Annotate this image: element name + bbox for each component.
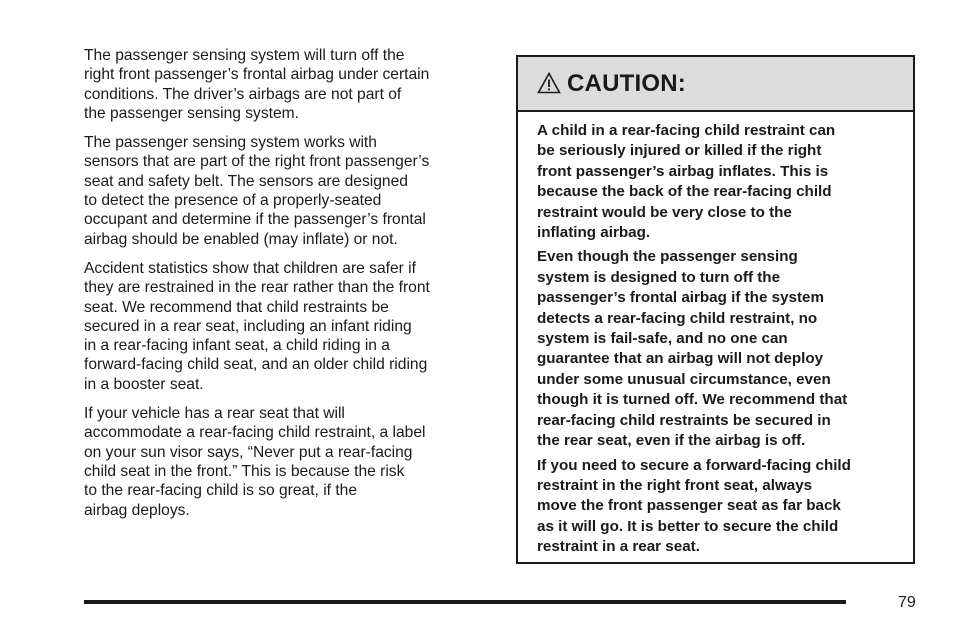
body-paragraph: If your vehicle has a rear seat that will accommodate a rear-facing child restraint, a label on your sun visor says, “Never put a rear-facing child seat in the front.” This is because the risk to the rear-facing child is so great, if the airbag deploys. — [84, 405, 426, 519]
caution-paragraph: Even though the passenger sensing system is designed to turn off the passenger’s frontal airbag if the system detects a rear-facing child restraint, no system is fail-safe, and no one can guarantee that an airbag will not deploy under some unusual circumstance, even though it is turned off. We recommend that rear-facing child restraints be secured in the rear seat, even if the airbag is off. — [537, 248, 848, 450]
caution-header — [518, 57, 913, 112]
caution-paragraph: If you need to secure a forward-facing child restraint in the right front seat, always move the front passenger seat as far back as it will go. It is better to secure the child restraint in a rear seat. — [537, 456, 851, 556]
body-text-column — [84, 46, 488, 530]
body-paragraph: The passenger sensing system will turn off the right front passenger’s frontal airbag under certain conditions. The driver’s airbags are not part of the passenger sensing system. — [84, 47, 430, 122]
caution-box — [516, 55, 915, 564]
caution-body — [518, 112, 913, 558]
page-number: 79 — [898, 594, 916, 611]
caution-paragraph: A child in a rear-facing child restraint can be seriously injured or killed if the right front passenger’s airbag inflates. This is because the back of the rear-facing child restraint would be very close to the inflating airbag. — [537, 122, 836, 242]
warning-triangle-icon — [537, 71, 561, 95]
footer-rule — [84, 600, 846, 604]
body-paragraph: Accident statistics show that children are safer if they are restrained in the rear rather than the front seat. We recommend that child restraints be secured in a rear seat, including an infant riding in a rear-facing infant seat, a child riding in a forward-facing child seat, and an older child riding in a booster seat. — [84, 259, 430, 393]
caution-title: CAUTION: — [567, 69, 686, 97]
body-paragraph: The passenger sensing system works with sensors that are part of the right front passenger’s seat and safety belt. The sensors are designed to detect the presence of a properly-seated occupant and determine if the passenger’s frontal airbag should be enabled (may inflate) or not. — [84, 134, 430, 248]
